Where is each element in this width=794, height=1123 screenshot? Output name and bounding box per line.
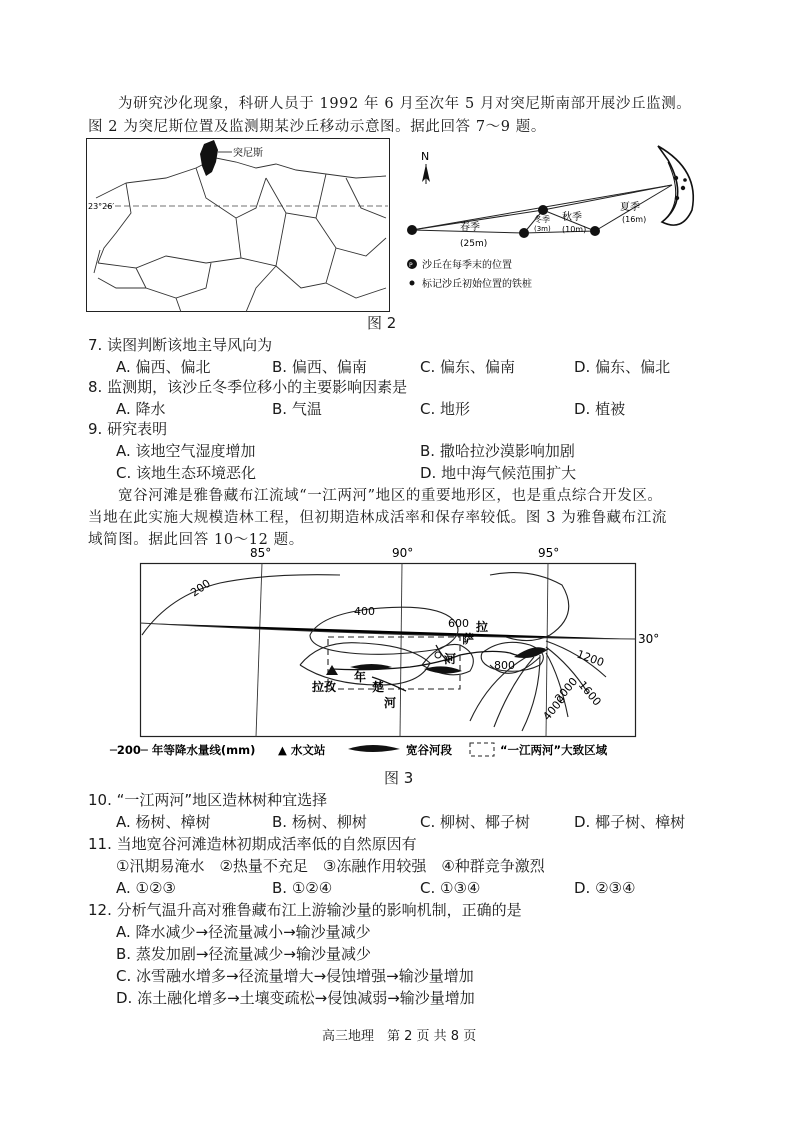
isohyet-1200-label: 1200 bbox=[574, 647, 606, 670]
q7-option-a[interactable]: A. 偏西、偏北 bbox=[116, 358, 211, 376]
q7-stem: 7. 读图判断该地主导风向为 bbox=[88, 336, 273, 354]
isohyet-200-label: 200 bbox=[188, 576, 213, 600]
legend-dune-position: 沙丘在每季末的位置 bbox=[422, 260, 512, 271]
q8-option-a[interactable]: A. 降水 bbox=[116, 400, 166, 418]
figure3-map bbox=[110, 545, 660, 767]
spring-distance: (25m) bbox=[460, 239, 488, 249]
label-he-1: 河 bbox=[384, 696, 397, 710]
figure2-caption: 图 2 bbox=[367, 314, 397, 332]
q11-option-a[interactable]: A. ①②③ bbox=[116, 879, 176, 897]
isohyet-800-label: 800 bbox=[494, 659, 515, 672]
q10-option-c[interactable]: C. 柳树、椰子树 bbox=[420, 813, 531, 831]
q7-option-b[interactable]: B. 偏西、偏南 bbox=[272, 358, 367, 376]
intro2-line1: 宽谷河滩是雅鲁藏布江流域“一江两河”地区的重要地形区，也是重点综合开发区。 bbox=[118, 488, 663, 504]
intro1-line1: 为研究沙化现象，科研人员于 1992 年 6 月至次年 5 月对突尼斯南部开展沙丘监测。 bbox=[118, 96, 692, 112]
page-footer: 高三地理 第 2 页 共 8 页 bbox=[322, 1029, 477, 1044]
q10-stem: 10. “一江两河”地区造林树种宜选择 bbox=[88, 791, 328, 809]
lon-95-label: 95° bbox=[538, 546, 560, 560]
q12-option-a[interactable]: A. 降水减少→径流量减小→输沙量减少 bbox=[116, 923, 371, 941]
legend-isohyet: ─200─ 年等降水量线(mm) bbox=[110, 743, 256, 757]
map-label-tropic: 23°26′ bbox=[88, 202, 115, 211]
isohyet-400-label: 400 bbox=[354, 605, 375, 618]
autumn-distance: (10m) bbox=[562, 225, 587, 234]
label-lazi: 拉孜 bbox=[312, 680, 337, 694]
q12-option-b[interactable]: B. 蒸发加剧→径流量减少→输沙量减少 bbox=[116, 945, 371, 963]
q9-option-a[interactable]: A. 该地空气湿度增加 bbox=[116, 442, 256, 460]
legend-iron-stake: 标记沙丘初始位置的铁桩 bbox=[422, 279, 532, 290]
q9-option-b[interactable]: B. 撒哈拉沙漠影响加剧 bbox=[420, 442, 575, 460]
lon-85-label: 85° bbox=[250, 546, 272, 560]
q11-option-d[interactable]: D. ②③④ bbox=[574, 879, 636, 897]
label-he-2: 河 bbox=[444, 652, 457, 666]
label-sa: 萨 bbox=[462, 632, 475, 646]
q9-option-d[interactable]: D. 地中海气候范围扩大 bbox=[420, 464, 577, 482]
q8-option-b[interactable]: B. 气温 bbox=[272, 400, 322, 418]
q8-option-c[interactable]: C. 地形 bbox=[420, 400, 471, 418]
figure3-caption: 图 3 bbox=[384, 769, 414, 787]
label-nian: 年 bbox=[354, 670, 367, 684]
map-label-tunisia: 突尼斯 bbox=[233, 148, 263, 159]
q10-option-d[interactable]: D. 椰子树、樟树 bbox=[574, 813, 686, 831]
figure2-dune-diagram bbox=[400, 140, 710, 310]
q11-option-c[interactable]: C. ①③④ bbox=[420, 879, 481, 897]
label-la: 拉 bbox=[476, 620, 489, 634]
lon-90-label: 90° bbox=[392, 546, 414, 560]
q7-option-c[interactable]: C. 偏东、偏南 bbox=[420, 358, 516, 376]
north-label: N bbox=[421, 150, 430, 163]
isohyet-4000-label: 4000 bbox=[540, 693, 569, 723]
isohyet-1600-label: 1600 bbox=[575, 678, 604, 709]
q11-stem: 11. 当地宽谷河滩造林初期成活率低的自然原因有 bbox=[88, 835, 417, 853]
q10-option-a[interactable]: A. 杨树、樟树 bbox=[116, 813, 211, 831]
q12-stem: 12. 分析气温升高对雅鲁藏布江上游输沙量的影响机制，正确的是 bbox=[88, 901, 522, 919]
intro2-line3: 域简图。据此回答 10～12 题。 bbox=[88, 532, 304, 548]
lat-30-label: 30° bbox=[638, 632, 660, 646]
q8-option-d[interactable]: D. 植被 bbox=[574, 400, 626, 418]
label-chu: 楚 bbox=[372, 680, 385, 694]
isohyet-2000-label: 2000 bbox=[552, 675, 581, 705]
figure2-map bbox=[86, 138, 390, 312]
q12-option-c[interactable]: C. 冰雪融水增多→径流量增大→侵蚀增强→输沙量增加 bbox=[116, 967, 474, 985]
autumn-label: 秋季 bbox=[562, 212, 582, 223]
legend-region: “一江两河”大致区域 bbox=[500, 743, 608, 757]
spring-label: 春季 bbox=[460, 222, 480, 233]
summer-label: 夏季 bbox=[620, 202, 640, 213]
q9-stem: 9. 研究表明 bbox=[88, 420, 168, 438]
intro1-line2: 图 2 为突尼斯位置及监测期某沙丘移动示意图。据此回答 7～9 题。 bbox=[88, 119, 547, 135]
q8-stem: 8. 监测期，该沙丘冬季位移小的主要影响因素是 bbox=[88, 378, 408, 396]
q10-option-b[interactable]: B. 杨树、柳树 bbox=[272, 813, 367, 831]
legend-p-symbol: P bbox=[409, 262, 413, 269]
winter-distance: (3m) bbox=[534, 225, 551, 233]
legend-station: ▲ 水文站 bbox=[278, 743, 326, 757]
isohyet-600-label: 600 bbox=[448, 617, 469, 630]
legend-region-icon bbox=[470, 743, 494, 756]
q11-option-b[interactable]: B. ①②④ bbox=[272, 879, 333, 897]
legend-valley: 宽谷河段 bbox=[406, 743, 452, 757]
summer-distance: (16m) bbox=[622, 215, 647, 224]
q9-option-c[interactable]: C. 该地生态环境恶化 bbox=[116, 464, 257, 482]
q7-option-d[interactable]: D. 偏东、偏北 bbox=[574, 358, 671, 376]
q12-option-d[interactable]: D. 冻土融化增多→土壤变疏松→侵蚀减弱→输沙量增加 bbox=[116, 989, 475, 1007]
intro2-line2: 当地在此实施大规模造林工程，但初期造林成活率和保存率较低。图 3 为雅鲁藏布江流 bbox=[88, 510, 667, 526]
q11-items: ①汛期易淹水 ②热量不充足 ③冻融作用较强 ④种群竞争激烈 bbox=[116, 857, 545, 875]
winter-label: 冬季 bbox=[534, 215, 550, 224]
legend-valley-icon bbox=[348, 745, 400, 752]
